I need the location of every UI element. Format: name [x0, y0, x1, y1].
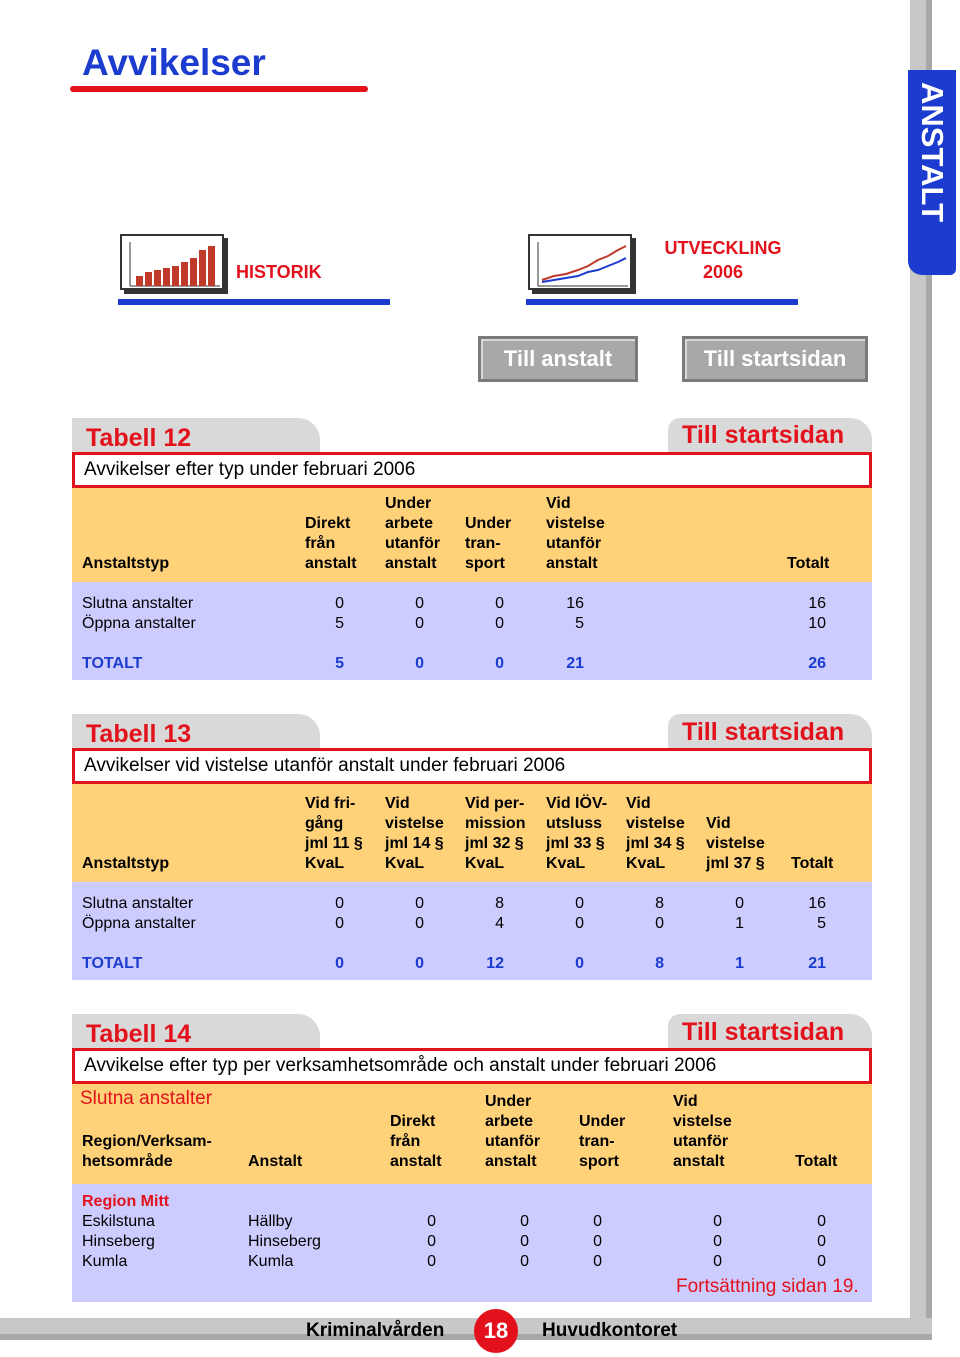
table-cell-total: 5 [817, 915, 826, 932]
header-line: utsluss [546, 815, 603, 832]
total-cell: 0 [335, 955, 344, 972]
header-anstaltstyp: Anstaltstyp [82, 855, 170, 872]
table-row-region: Kumla [82, 1253, 128, 1270]
title-underline [70, 86, 368, 92]
region-label: Region Mitt [82, 1193, 170, 1210]
header-line: utanför [673, 1133, 729, 1150]
header-line: KvaL [385, 855, 425, 872]
table-cell: 0 [335, 915, 344, 932]
header-line: Vid [546, 495, 571, 512]
header-line: KvaL [465, 855, 505, 872]
table-cell: 0 [520, 1213, 529, 1230]
table-cell: 0 [495, 615, 504, 632]
header-under-transport [579, 1112, 625, 1172]
table-cell: 5 [335, 615, 344, 632]
table-cell: 0 [520, 1233, 529, 1250]
header-line: KvaL [626, 855, 666, 872]
till-startsidan-button[interactable]: Till startsidan [682, 336, 868, 382]
total-cell: 21 [566, 655, 584, 672]
table-cell: 0 [427, 1233, 436, 1250]
table-row-anstalt: Hällby [248, 1213, 293, 1230]
header-line: vistelse [546, 515, 605, 532]
header-line: Direkt [305, 515, 351, 532]
table-cell-total: 0 [817, 1233, 826, 1250]
page-number: 18 [474, 1309, 518, 1353]
header-line: anstalt [673, 1153, 725, 1170]
table-cell: 0 [520, 1253, 529, 1270]
tabell-12-till-startsidan-link[interactable]: Till startsidan [682, 421, 845, 449]
table-cell: 0 [593, 1213, 602, 1230]
table-cell: 0 [735, 895, 744, 912]
table-cell: 0 [415, 595, 424, 612]
table-row-region: Eskilstuna [82, 1213, 155, 1230]
header-line: jml 33 § [546, 835, 605, 852]
total-cell: 0 [575, 955, 584, 972]
till-anstalt-button[interactable]: Till anstalt [478, 336, 638, 382]
tabell-12-title: Tabell 12 [86, 424, 192, 452]
header-line: mission [465, 815, 526, 832]
line-chart-icon[interactable] [528, 234, 632, 290]
header-line: vistelse [385, 815, 444, 832]
header-region [82, 1132, 212, 1172]
footer-department: Huvudkontoret [542, 1320, 678, 1341]
table-cell: 4 [495, 915, 504, 932]
side-tab-label: ANSTALT [915, 82, 950, 223]
header-vid-permission [465, 794, 525, 874]
header-line: arbete [485, 1113, 534, 1130]
utveckling-underline [526, 299, 798, 305]
header-line: tran- [579, 1133, 615, 1150]
total-row-label: TOTALT [82, 655, 143, 672]
header-line: jml 32 § [465, 835, 524, 852]
total-cell: 0 [415, 955, 424, 972]
tabell-14-caption: Avvikelse efter typ per verksamhetsområde och anstalt under februari 2006 [72, 1048, 872, 1084]
table-cell: 0 [575, 915, 584, 932]
header-under-arbete [485, 1092, 540, 1172]
table-cell: 16 [566, 595, 584, 612]
tabell-14-till-startsidan-link[interactable]: Till startsidan [682, 1018, 845, 1046]
table-row-anstalt: Kumla [248, 1253, 294, 1270]
total-cell-grand: 21 [808, 955, 826, 972]
table-cell-total: 16 [808, 595, 826, 612]
header-line: Vid [385, 795, 410, 812]
total-cell: 0 [495, 655, 504, 672]
header-line: vistelse [706, 835, 765, 852]
header-line: KvaL [546, 855, 586, 872]
header-line: jml 34 § [626, 835, 685, 852]
header-vid-vistelse-37 [706, 814, 765, 874]
total-cell: 12 [486, 955, 504, 972]
header-line: Vid IÖV- [546, 795, 608, 812]
table-cell-total: 0 [817, 1253, 826, 1270]
table-row-label: Slutna anstalter [82, 595, 194, 612]
header-line: Vid [673, 1093, 698, 1110]
header-line: anstalt [305, 555, 357, 572]
header-under-arbete [385, 494, 440, 574]
header-line: Under [579, 1113, 626, 1130]
table-cell: 0 [427, 1213, 436, 1230]
bar-chart-icon[interactable] [120, 234, 224, 290]
header-line: utanför [385, 535, 441, 552]
header-anstalt: Anstalt [248, 1153, 303, 1170]
table-cell: 0 [655, 915, 664, 932]
header-line: sport [579, 1153, 619, 1170]
header-line: vistelse [673, 1113, 732, 1130]
header-line: Region/Verksam- [82, 1133, 212, 1150]
header-line: tran- [465, 535, 501, 552]
header-line: utanför [485, 1133, 541, 1150]
table-cell-total: 10 [808, 615, 826, 632]
header-vid-frigang [305, 794, 363, 874]
side-tab-anstalt[interactable] [908, 70, 956, 275]
header-line: sport [465, 555, 505, 572]
table-cell: 0 [335, 595, 344, 612]
total-cell: 1 [735, 955, 744, 972]
header-line: Vid [626, 795, 651, 812]
header-totalt: Totalt [791, 855, 834, 872]
header-line: från [390, 1133, 421, 1150]
table-cell: 0 [713, 1253, 722, 1270]
header-line: anstalt [485, 1153, 537, 1170]
table-cell: 8 [495, 895, 504, 912]
footer-organisation: Kriminalvården [306, 1320, 445, 1341]
table-cell: 0 [713, 1213, 722, 1230]
header-vid-vistelse [673, 1092, 732, 1172]
table-cell: 0 [427, 1253, 436, 1270]
section-label: Slutna anstalter [80, 1088, 213, 1109]
tabell-12-caption: Avvikelser efter typ under februari 2006 [72, 452, 872, 488]
header-vid-iov-utsluss [546, 794, 607, 874]
table-cell: 0 [415, 615, 424, 632]
header-line: Under [465, 515, 512, 532]
tabell-14-title: Tabell 14 [86, 1020, 192, 1048]
table-cell: 0 [593, 1233, 602, 1250]
table-cell: 0 [575, 895, 584, 912]
header-line: anstalt [546, 555, 598, 572]
total-cell-grand: 26 [808, 655, 826, 672]
table-cell: 0 [415, 895, 424, 912]
table-cell: 0 [713, 1233, 722, 1250]
page-frame-bottom-shadow [0, 1334, 932, 1340]
header-line: Vid per- [465, 795, 525, 812]
table-row-label: Slutna anstalter [82, 895, 194, 912]
utveckling-label-line2: 2006 [702, 262, 744, 282]
table-row-region: Hinseberg [82, 1233, 155, 1250]
header-direkt-fran-anstalt [305, 514, 357, 574]
header-line: anstalt [385, 555, 437, 572]
table-cell: 0 [495, 595, 504, 612]
utveckling-link[interactable] [648, 236, 798, 284]
total-cell: 5 [335, 655, 344, 672]
tabell-13-till-startsidan-link[interactable]: Till startsidan [682, 718, 845, 746]
table-cell: 1 [735, 915, 744, 932]
header-vid-vistelse [546, 494, 605, 574]
table-cell-total: 16 [808, 895, 826, 912]
header-line: arbete [385, 515, 434, 532]
utveckling-label-line1: UTVECKLING [664, 238, 782, 258]
header-line: KvaL [305, 855, 345, 872]
continuation-link[interactable]: Fortsättning sidan 19. [676, 1276, 859, 1297]
header-line: jml 37 § [706, 855, 765, 872]
header-line: utanför [546, 535, 602, 552]
table-cell: 8 [655, 895, 664, 912]
header-line: gång [305, 815, 344, 832]
table-row-label: Öppna anstalter [82, 615, 196, 632]
table-cell: 0 [415, 915, 424, 932]
historik-underline [118, 299, 390, 305]
header-under-transport [465, 514, 511, 574]
header-line: anstalt [390, 1153, 442, 1170]
header-line: vistelse [626, 815, 685, 832]
header-vid-vistelse-34 [626, 794, 685, 874]
total-row-label: TOTALT [82, 955, 143, 972]
table-row-label: Öppna anstalter [82, 915, 196, 932]
header-totalt: Totalt [787, 555, 830, 572]
total-cell: 0 [415, 655, 424, 672]
header-direkt-fran-anstalt [390, 1112, 442, 1172]
header-line: hetsområde [82, 1153, 173, 1170]
tabell-13-title: Tabell 13 [86, 720, 192, 748]
header-line: från [305, 535, 336, 552]
header-line: Under [385, 495, 432, 512]
table-cell: 5 [575, 615, 584, 632]
page-title: Avvikelser [82, 42, 266, 83]
header-line: jml 11 § [305, 835, 363, 852]
tabell-13-caption: Avvikelser vid vistelse utanför anstalt under februari 2006 [72, 748, 872, 784]
total-cell: 8 [655, 955, 664, 972]
header-line: Vid [706, 815, 731, 832]
table-cell-total: 0 [817, 1213, 826, 1230]
table-row-anstalt: Hinseberg [248, 1233, 321, 1250]
header-totalt: Totalt [795, 1153, 838, 1170]
header-anstaltstyp: Anstaltstyp [82, 555, 170, 572]
header-vid-vistelse-14 [385, 794, 444, 874]
historik-link[interactable]: HISTORIK [236, 262, 322, 282]
table-cell: 0 [593, 1253, 602, 1270]
header-line: Under [485, 1093, 532, 1110]
header-line: Direkt [390, 1113, 436, 1130]
header-line: Vid fri- [305, 795, 356, 812]
header-line: jml 14 § [385, 835, 444, 852]
table-cell: 0 [335, 895, 344, 912]
